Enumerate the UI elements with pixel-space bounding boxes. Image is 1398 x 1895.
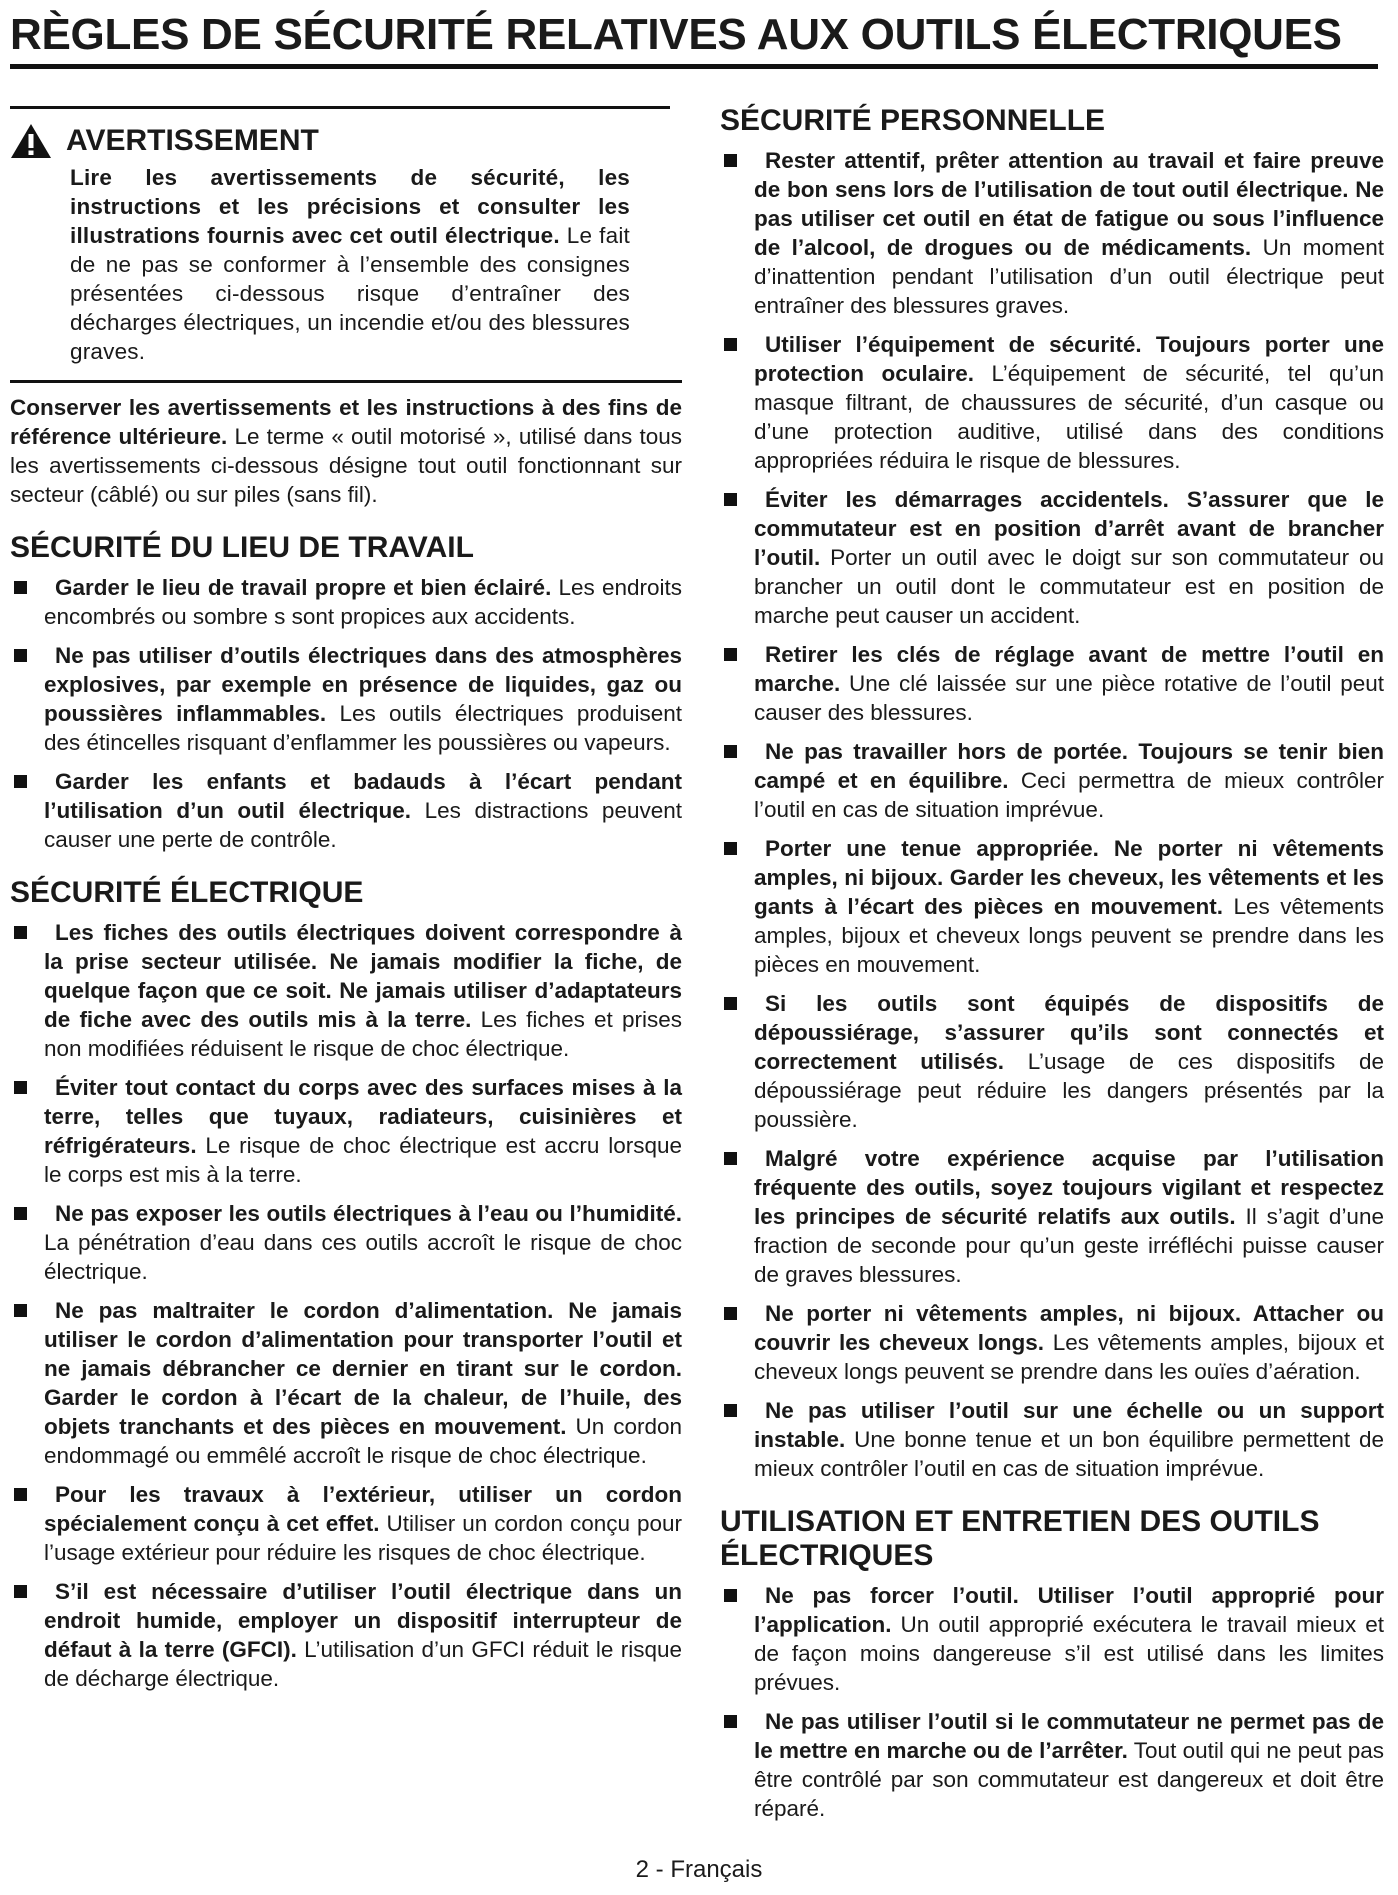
page-title: RÈGLES DE SÉCURITÉ RELATIVES AUX OUTILS ÉLECTRIQUES <box>10 8 1378 69</box>
list-item <box>720 737 1384 824</box>
keep-text: Le terme « outil motorisé », utilisé dans tous les avertissements ci-dessous désigne tout outil fonctionnant sur secteur (câblé) ou sur piles (sans fil). <box>10 424 682 507</box>
left-column <box>10 106 682 1703</box>
list-item <box>720 1396 1384 1483</box>
item-text: La pénétration d’eau dans ces outils accroît le risque de choc électrique. <box>44 1230 682 1284</box>
square-bullet-icon <box>724 997 737 1010</box>
list-item <box>720 485 1384 630</box>
item-text: Un outil approprié exécutera le travail mieux et de façon moins dangereuse s’il est utilisé dans les limites prévues. <box>754 1612 1384 1695</box>
item-text: L’utilisation d’un GFCI réduit le risque de décharge électrique. <box>44 1637 682 1691</box>
list-item <box>10 918 682 1063</box>
item-text: Les vêtements amples, bijoux et cheveux longs peuvent se prendre dans les pièces en mouvement. <box>754 894 1384 977</box>
item-text: L’usage de ces dispositifs de dépoussiérage peut réduire les dangers présentés par la poussière. <box>754 1049 1384 1132</box>
square-bullet-icon <box>14 581 27 594</box>
square-bullet-icon <box>724 338 737 351</box>
keep-bold-text: Conserver les avertissements et les instructions à des fins de référence ultérieure. <box>10 395 682 449</box>
list-item <box>720 989 1384 1134</box>
list-item <box>720 1581 1384 1697</box>
item-bold-text: Ne pas utiliser l’outil si le commutateur ne permet pas de le mettre en marche ou de l’arrêter. <box>754 1709 1384 1763</box>
warning-bold-text: Lire les avertissements de sécurité, les instructions et les précisions et consulter les illustrations fournis avec cet outil électrique. <box>70 165 630 248</box>
item-bold-text: Ne pas utiliser d’outils électriques dans des atmosphères explosives, par exemple en présence de liquides, gaz ou poussières inflammables. <box>44 643 682 726</box>
item-bold-text: Rester attentif, prêter attention au travail et faire preuve de bon sens lors de l’utilisation de tout outil électrique. Ne pas utiliser cet outil en état de fatigue ou sous l’influence de l’alcool, de drogues ou de médicaments. <box>754 148 1384 260</box>
list-item <box>720 1144 1384 1289</box>
item-bold-text: Ne pas maltraiter le cordon d’alimentation. Ne jamais utiliser le cordon d’alimentation pour transporter l’outil et ne jamais débrancher ce dernier en tirant sur le cordon. Garder le cordon à l’écart de la chaleur, de l’huile, des objets tranchants et des pièces en mouvement. <box>44 1298 682 1439</box>
square-bullet-icon <box>724 1589 737 1602</box>
keep-instructions <box>10 393 682 509</box>
square-bullet-icon <box>724 1715 737 1728</box>
list-item <box>10 1577 682 1693</box>
item-bold-text: Garder le lieu de travail propre et bien éclairé. <box>55 575 552 600</box>
list-item <box>720 640 1384 727</box>
item-text: Le risque de choc électrique est accru lorsque le corps est mis à la terre. <box>44 1133 682 1187</box>
item-text: L’équipement de sécurité, tel qu’un masque filtrant, de chaussures de sécurité, d’un casque ou d’une protection auditive, utilisé dans des conditions appropriées réduira le risque de blessures. <box>754 361 1384 473</box>
page-footer: 2 - Français <box>635 1856 763 1883</box>
square-bullet-icon <box>14 1585 27 1598</box>
right-column <box>720 104 1384 1833</box>
item-bold-text: Éviter les démarrages accidentels. S’assurer que le commutateur est en position d’arrêt avant de brancher l’outil. <box>754 487 1384 570</box>
item-bold-text: Éviter tout contact du corps avec des surfaces mises à la terre, telles que tuyaux, radiateurs, cuisinières et réfrigérateurs. <box>44 1075 682 1158</box>
warning-heading: AVERTISSEMENT <box>66 124 319 157</box>
item-text: Utiliser un cordon conçu pour l’usage extérieur pour réduire les risques de choc électrique. <box>44 1511 682 1565</box>
item-text: Les outils électriques produisent des étincelles risquant d’enflammer les poussières ou vapeurs. <box>44 701 682 755</box>
warning-header <box>10 123 670 159</box>
square-bullet-icon <box>724 648 737 661</box>
list-item <box>10 1073 682 1189</box>
item-text: Porter un outil avec le doigt sur son commutateur ou brancher un outil dont le commutateur est en position de marche peut causer un accident. <box>754 545 1384 628</box>
item-bold-text: Les fiches des outils électriques doivent correspondre à la prise secteur utilisée. Ne jamais modifier la fiche, de quelque façon que ce soit. Ne jamais utiliser d’adaptateurs de fiche avec des outils mis à la terre. <box>44 920 682 1032</box>
item-text: Les distractions peuvent causer une perte de contrôle. <box>44 798 682 852</box>
square-bullet-icon <box>724 493 737 506</box>
list-item <box>10 641 682 757</box>
warning-text: Le fait de ne pas se conformer à l’ensemble des consignes présentées ci-dessous risque d’entraîner des décharges électriques, un incendie et/ou des blessures graves. <box>70 223 630 364</box>
square-bullet-icon <box>14 926 27 939</box>
item-text: Tout outil qui ne peut pas être contrôlé par son commutateur est dangereux et doit être réparé. <box>754 1738 1384 1821</box>
item-text: Les endroits encombrés ou sombre s sont propices aux accidents. <box>44 575 682 629</box>
square-bullet-icon <box>724 1152 737 1165</box>
item-text: Un moment d’inattention pendant l’utilisation d’un outil électrique peut entraîner des blessures graves. <box>754 235 1385 318</box>
warning-body <box>10 163 670 366</box>
item-bold-text: Ne pas exposer les outils électriques à l’eau ou l’humidité. <box>55 1201 682 1226</box>
square-bullet-icon <box>724 154 737 167</box>
list-item <box>10 1296 682 1470</box>
item-text: Une bonne tenue et un bon équilibre permettent de mieux contrôler l’outil en cas de situation imprévue. <box>754 1427 1384 1481</box>
item-bold-text: Porter une tenue appropriée. Ne porter ni vêtements amples, ni bijoux. Garder les cheveux, les vêtements et les gants à l’écart des pièces en mouvement. <box>754 836 1384 919</box>
square-bullet-icon <box>14 775 27 788</box>
warning-triangle-icon <box>10 123 52 159</box>
section-title: SÉCURITÉ ÉLECTRIQUE <box>10 876 364 909</box>
item-bold-text: Utiliser l’équipement de sécurité. Toujours porter une protection oculaire. <box>754 332 1384 386</box>
list-item <box>720 146 1384 320</box>
square-bullet-icon <box>14 1488 27 1501</box>
list-item <box>720 834 1384 979</box>
right-sections <box>720 104 1384 1823</box>
square-bullet-icon <box>14 1081 27 1094</box>
item-text: Les vêtements amples, bijoux et cheveux longs peuvent se prendre dans les ouïes d’aération. <box>754 1330 1384 1384</box>
item-bold-text: Ne porter ni vêtements amples, ni bijoux. Attacher ou couvrir les cheveux longs. <box>754 1301 1384 1355</box>
item-bold-text: Ne pas forcer l’outil. Utiliser l’outil approprié pour l’application. <box>754 1583 1384 1637</box>
list-item <box>720 330 1384 475</box>
section-title: SÉCURITÉ DU LIEU DE TRAVAIL <box>10 531 474 564</box>
square-bullet-icon <box>14 1304 27 1317</box>
item-bold-text: Garder les enfants et badauds à l’écart pendant l’utilisation d’un outil électrique. <box>44 769 682 823</box>
item-bold-text: Ne pas utiliser l’outil sur une échelle ou un support instable. <box>754 1398 1384 1452</box>
item-text: Les fiches et prises non modifiées réduisent le risque de choc électrique. <box>44 1007 683 1061</box>
section-title: UTILISATION ET ENTRETIEN DES OUTILS ÉLECTRIQUES <box>720 1505 1320 1572</box>
list-item <box>10 573 682 631</box>
item-bold-text: Pour les travaux à l’extérieur, utiliser un cordon spécialement conçu à cet effet. <box>44 1482 682 1536</box>
section-title: SÉCURITÉ PERSONNELLE <box>720 104 1106 137</box>
left-sections <box>10 531 682 1693</box>
item-text: Un cordon endommagé ou emmêlé accroît le risque de choc électrique. <box>44 1414 683 1468</box>
item-text: Il s’agit d’une fraction de seconde pour qu’un geste irréfléchi puisse causer de graves blessures. <box>754 1204 1384 1287</box>
list-item <box>10 1480 682 1567</box>
square-bullet-icon <box>724 1307 737 1320</box>
item-bold-text: Ne pas travailler hors de portée. Toujours se tenir bien campé et en équilibre. <box>754 739 1384 793</box>
square-bullet-icon <box>724 745 737 758</box>
list-item <box>10 767 682 854</box>
square-bullet-icon <box>14 649 27 662</box>
item-text: Une clé laissée sur une pièce rotative de l’outil peut causer des blessures. <box>754 671 1384 725</box>
divider <box>10 380 682 383</box>
list-item <box>720 1299 1384 1386</box>
list-item <box>720 1707 1384 1823</box>
item-bold-text: Si les outils sont équipés de dispositifs de dépoussiérage, s’assurer qu’ils sont connectés et correctement utilisés. <box>754 991 1384 1074</box>
item-text: Ceci permettra de mieux contrôler l’outil en cas de situation imprévue. <box>754 768 1384 822</box>
warning-box <box>10 106 670 366</box>
item-bold-text: Malgré votre expérience acquise par l’utilisation fréquente des outils, soyez toujours vigilant et respectez les principes de sécurité relatifs aux outils. <box>754 1146 1384 1229</box>
square-bullet-icon <box>14 1207 27 1220</box>
item-bold-text: S’il est nécessaire d’utiliser l’outil électrique dans un endroit humide, employer un dispositif interrupteur de défaut à la terre (GFCI). <box>44 1579 682 1662</box>
item-bold-text: Retirer les clés de réglage avant de mettre l’outil en marche. <box>754 642 1384 696</box>
square-bullet-icon <box>724 842 737 855</box>
square-bullet-icon <box>724 1404 737 1417</box>
list-item <box>10 1199 682 1286</box>
